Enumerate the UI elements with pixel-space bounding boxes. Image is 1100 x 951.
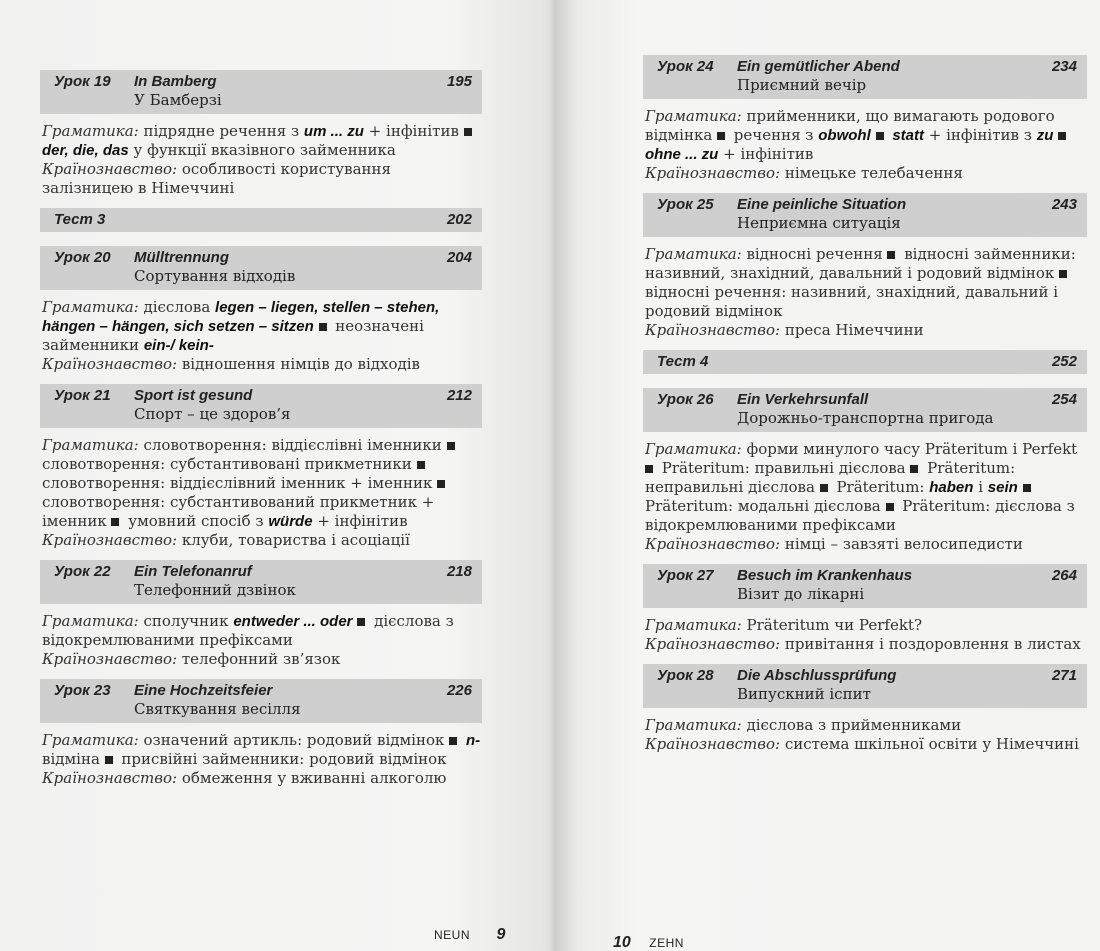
grammar-line	[645, 245, 1087, 321]
german-term: zu	[1036, 127, 1054, 144]
page-number: 195	[446, 73, 472, 90]
page-number: 212	[446, 387, 472, 404]
heading-row	[54, 73, 472, 90]
grammar-text: словотворення: віддієслівні іменники словотворення: субстантивовані прикметники словотворення: віддієслівний іменник + іменник словотворення: субстантивований прикметник + іменник умовний спосіб з würde + інфінітив	[42, 436, 459, 530]
grammar-text: сполучник entweder ... oder дієслова з відокремлюваними префіксами	[42, 612, 454, 649]
lesson-description	[40, 114, 482, 208]
right-folio	[613, 934, 684, 951]
bullet-square-icon	[105, 756, 113, 764]
grammar-label: Граматика:	[42, 731, 139, 749]
right-page	[556, 0, 1100, 951]
grammar-line	[645, 107, 1087, 164]
culture-line	[645, 164, 1087, 183]
culture-label: Країнознавство:	[42, 160, 178, 178]
grammar-line	[645, 716, 1087, 735]
lesson-title: Eine Hochzeitsfeier	[134, 682, 273, 699]
german-term: haben	[929, 479, 974, 496]
lesson-number: Урок 25	[657, 196, 714, 213]
grammar-text: відносні речення відносні займенники: називний, знахідний, давальний і родовий відмінок відносні речення: називний, знахідний, давальний і родовий відмінок	[645, 245, 1076, 320]
culture-text: німці – завзяті велосипедисти	[784, 535, 1023, 553]
grammar-text: прийменники, що вимагають родового відмінка речення з obwohl statt + інфінітив з zu ohne ... zu + інфінітив	[645, 107, 1070, 163]
culture-line	[42, 650, 482, 669]
culture-text: відношення німців до відходів	[181, 355, 420, 373]
lesson-subtitle: У Бамберзі	[134, 91, 222, 109]
lesson-number: Тест 3	[54, 211, 106, 228]
lesson-number: Урок 19	[54, 73, 111, 90]
culture-line	[645, 735, 1087, 754]
culture-line	[42, 160, 482, 198]
lesson-title: Eine peinliche Situation	[737, 196, 907, 213]
german-term: n-	[465, 732, 481, 749]
lesson-title: Ein Telefonanruf	[134, 563, 252, 580]
heading-row	[54, 249, 472, 266]
grammar-label: Граматика:	[42, 122, 139, 140]
grammar-line	[645, 616, 1087, 635]
page-number: 271	[1051, 667, 1077, 684]
german-term: der, die, das	[42, 142, 129, 159]
lesson-subtitle: Неприємна ситуація	[737, 214, 901, 232]
lesson-heading	[40, 70, 482, 114]
german-term: sein	[987, 479, 1018, 496]
culture-text: обмеження у вживанні алкоголю	[181, 769, 447, 787]
bullet-square-icon	[111, 518, 119, 526]
german-term: würde	[268, 513, 313, 530]
grammar-text: підрядне речення з um ... zu + інфінітив der, die, das у функції вказівного займенника	[42, 122, 476, 159]
german-term: legen – liegen, stellen – stehen, hängen – hängen, sich setzen – sitzen	[42, 299, 440, 335]
lesson-heading	[40, 246, 482, 290]
lesson-subtitle: Телефонний дзвінок	[134, 581, 296, 599]
german-term: entweder ... oder	[233, 613, 353, 630]
heading-row	[657, 58, 1077, 75]
lesson-heading	[643, 55, 1087, 99]
lesson-title: Sport ist gesund	[134, 387, 253, 404]
lesson-description	[40, 604, 482, 679]
heading-row	[54, 682, 472, 699]
lesson-description	[40, 290, 482, 384]
page-number: 202	[446, 211, 472, 228]
heading-row	[54, 211, 472, 228]
bullet-square-icon	[464, 128, 472, 136]
grammar-line	[42, 298, 482, 355]
lesson-number: Урок 27	[657, 567, 714, 584]
test-heading	[40, 208, 482, 232]
culture-line	[42, 355, 482, 374]
grammar-label: Граматика:	[42, 612, 139, 630]
lesson-description	[643, 608, 1087, 664]
lesson-subtitle: Святкування весілля	[134, 700, 301, 718]
lesson-subtitle: Дорожньо-транспортна пригода	[737, 409, 994, 427]
culture-line	[645, 635, 1087, 654]
culture-label: Країнознавство:	[645, 535, 781, 553]
culture-line	[645, 535, 1087, 554]
folio-word: ZEHN	[649, 936, 684, 950]
culture-label: Країнознавство:	[645, 321, 781, 339]
culture-label: Країнознавство:	[42, 769, 178, 787]
page-number: 234	[1051, 58, 1077, 75]
page-number: 243	[1051, 196, 1077, 213]
grammar-text: дієслова legen – liegen, stellen – stehen, hängen – hängen, sich setzen – sitzen неозначені займенники ein-/ kein-	[42, 298, 440, 354]
bullet-square-icon	[717, 132, 725, 140]
german-term: ohne ... zu	[645, 146, 719, 163]
lesson-number: Урок 26	[657, 391, 714, 408]
lesson-heading	[643, 664, 1087, 708]
bullet-square-icon	[820, 484, 828, 492]
bullet-square-icon	[447, 442, 455, 450]
page-number: 264	[1051, 567, 1077, 584]
page-number: 226	[446, 682, 472, 699]
heading-row	[657, 391, 1077, 408]
german-term: ein-/ kein-	[143, 337, 214, 354]
lesson-heading	[643, 193, 1087, 237]
german-term: um ... zu	[303, 123, 364, 140]
culture-line	[42, 531, 482, 550]
left-folio	[434, 926, 505, 944]
lesson-subtitle: Спорт – це здоров’я	[134, 405, 291, 423]
grammar-line	[645, 440, 1087, 535]
lesson-number: Урок 20	[54, 249, 111, 266]
lesson-subtitle: Приємний вечір	[737, 76, 867, 94]
lesson-subtitle: Візит до лікарні	[737, 585, 865, 603]
lesson-title: Die Abschlussprüfung	[737, 667, 897, 684]
grammar-line	[42, 122, 482, 160]
culture-text: особливості користування залізницею в Німеччині	[42, 160, 391, 197]
lesson-number: Тест 4	[657, 353, 709, 370]
page-number: 218	[446, 563, 472, 580]
heading-row	[657, 567, 1077, 584]
grammar-label: Граматика:	[645, 440, 742, 458]
grammar-line	[42, 731, 482, 769]
lesson-title: Ein gemütlicher Abend	[737, 58, 900, 75]
grammar-label: Граматика:	[645, 107, 742, 125]
grammar-text: форми минулого часу Präteritum і Perfekt Präteritum: правильні дієслова Präteritum: неправильні дієслова Präteritum: haben і sein Präteritum: модальні дієслова Präteritum: дієслова з відокремлюваними префіксами	[645, 440, 1078, 534]
folio-number: 10	[613, 934, 631, 951]
bullet-square-icon	[449, 737, 457, 745]
culture-line	[645, 321, 1087, 340]
culture-text: система шкільної освіти у Німеччині	[784, 735, 1079, 753]
heading-row	[657, 353, 1077, 370]
lesson-subtitle: Сортування відходів	[134, 267, 296, 285]
heading-row	[54, 563, 472, 580]
lesson-title: Mülltrennung	[134, 249, 229, 266]
lesson-title: In Bamberg	[134, 73, 217, 90]
bullet-square-icon	[319, 323, 327, 331]
bullet-square-icon	[910, 465, 918, 473]
lesson-description	[643, 708, 1087, 764]
heading-row	[657, 196, 1077, 213]
lesson-heading	[40, 679, 482, 723]
culture-text: клуби, товариства і асоціації	[181, 531, 410, 549]
lesson-number: Урок 28	[657, 667, 714, 684]
lesson-title: Besuch im Krankenhaus	[737, 567, 913, 584]
lesson-number: Урок 23	[54, 682, 111, 699]
left-toc-column	[40, 70, 482, 798]
lesson-number: Урок 21	[54, 387, 111, 404]
bullet-square-icon	[417, 461, 425, 469]
folio-number: 9	[496, 926, 506, 943]
grammar-line	[42, 436, 482, 531]
lesson-description	[40, 428, 482, 560]
lesson-description	[643, 237, 1087, 350]
grammar-label: Граматика:	[645, 716, 742, 734]
culture-label: Країнознавство:	[645, 164, 781, 182]
bullet-square-icon	[1059, 270, 1067, 278]
lesson-description	[40, 723, 482, 798]
lesson-heading	[40, 384, 482, 428]
lesson-title: Ein Verkehrsunfall	[737, 391, 869, 408]
heading-row	[657, 667, 1077, 684]
culture-text: преса Німеччини	[784, 321, 924, 339]
culture-text: телефонний зв’язок	[181, 650, 341, 668]
culture-label: Країнознавство:	[645, 635, 781, 653]
heading-row	[54, 387, 472, 404]
grammar-label: Граматика:	[42, 298, 139, 316]
grammar-text: означений артикль: родовий відмінок n- відміна присвійні займенники: родовий відмінок	[42, 731, 481, 768]
lesson-number: Урок 22	[54, 563, 111, 580]
grammar-label: Граматика:	[645, 616, 742, 634]
lesson-heading	[643, 564, 1087, 608]
lesson-subtitle: Випускний іспит	[737, 685, 871, 703]
bullet-square-icon	[357, 618, 365, 626]
german-term: obwohl	[818, 127, 871, 144]
bullet-square-icon	[887, 251, 895, 259]
page-number: 254	[1051, 391, 1077, 408]
culture-label: Країнознавство:	[42, 650, 178, 668]
grammar-label: Граматика:	[645, 245, 742, 263]
folio-word: NEUN	[434, 928, 471, 942]
right-toc-column	[643, 55, 1087, 764]
culture-text: німецьке телебачення	[784, 164, 963, 182]
bullet-square-icon	[1058, 132, 1066, 140]
grammar-text: Präteritum чи Perfekt?	[746, 616, 922, 634]
bullet-square-icon	[437, 480, 445, 488]
lesson-description	[643, 99, 1087, 193]
culture-text: привітання і поздоровлення в листах	[784, 635, 1081, 653]
bullet-square-icon	[886, 503, 894, 511]
lesson-heading	[40, 560, 482, 604]
bullet-square-icon	[645, 465, 653, 473]
grammar-label: Граматика:	[42, 436, 139, 454]
grammar-text: дієслова з прийменниками	[746, 716, 962, 734]
german-term: statt	[892, 127, 924, 144]
culture-label: Країнознавство:	[645, 735, 781, 753]
bullet-square-icon	[1023, 484, 1031, 492]
culture-label: Країнознавство:	[42, 355, 178, 373]
culture-line	[42, 769, 482, 788]
lesson-heading	[643, 388, 1087, 432]
lesson-number: Урок 24	[657, 58, 714, 75]
grammar-line	[42, 612, 482, 650]
bullet-square-icon	[876, 132, 884, 140]
page-number: 204	[446, 249, 472, 266]
culture-label: Країнознавство:	[42, 531, 178, 549]
lesson-description	[643, 432, 1087, 564]
test-heading	[643, 350, 1087, 374]
page-number: 252	[1051, 353, 1077, 370]
